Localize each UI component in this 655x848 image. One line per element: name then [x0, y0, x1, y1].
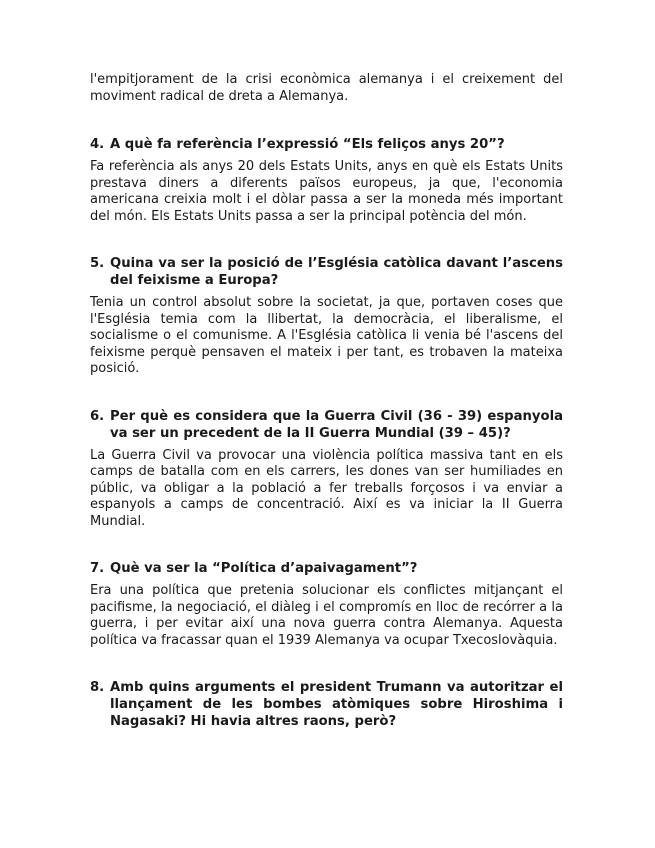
question-6-heading [90, 408, 563, 442]
question-7-number: 7. [90, 561, 105, 576]
question-4-text: A què fa referència l’expressió “Els feliços anys 20”? [110, 137, 505, 152]
question-4-number: 4. [90, 137, 105, 152]
answer-7-paragraph: Era una política que pretenia solucionar els conflictes mitjançant el pacifisme, la negociació, el diàleg i el compromís en lloc de recórrer a la guerra, i per evitar així una nova guerra contra Alemanya. Aquesta política va fracassar quan el 1939 Alemanya va ocupar Txecoslovàquia. [90, 583, 563, 648]
answer-5-paragraph: Tenia un control absolut sobre la societat, ja que, portaven coses que l'Església temia com la llibertat, la democràcia, el liberalisme, el socialisme o el comunisme. A l'Església catòlica li venia bé l'ascens del feixisme perquè pensaven el mateix i per tant, es trobaven la mateixa posició. [90, 295, 563, 376]
answer-6-paragraph: La Guerra Civil va provocar una violència política massiva tant en els camps de batalla com en els carrers, les dones van ser humiliades en públic, va obligar a la població a fer treballs forçosos i va enviar a espanyols a camps de concentració. Així es va iniciar la II Guerra Mundial. [90, 447, 563, 529]
question-6-text: Per què es considera que la Guerra Civil (36 - 39) espanyola va ser un precedent de la II Guerra Mundial (39 – 45)? [110, 408, 563, 441]
intro-paragraph: l'empitjorament de la crisi econòmica alemanya i el creixement del moviment radical de dreta a Alemanya. [90, 72, 563, 104]
question-8-text: Amb quins arguments el president Trumann va autoritzar el llançament de les bombes atòmiques sobre Hiroshima i Nagasaki? Hi havia altres raons, però? [110, 680, 563, 729]
answer-4-paragraph: Fa referència als anys 20 dels Estats Units, anys en què els Estats Units prestava diners a diferents països europeus, ja que, l'economia americana creixia molt i el dòlar passa a ser la moneda més important del món. Els Estats Units passa a ser la principal potència del món. [90, 159, 563, 224]
document-page [90, 72, 563, 730]
question-5-heading [90, 255, 563, 289]
question-7-text: Què va ser la “Política d’apaivagament”? [110, 561, 418, 576]
question-5-text: Quina va ser la posició de l’Església catòlica davant l’ascens del feixisme a Europa? [110, 256, 563, 288]
question-6-number: 6. [90, 408, 105, 424]
question-4-heading [90, 136, 563, 153]
question-5-number: 5. [90, 256, 105, 271]
question-8-number: 8. [90, 680, 105, 695]
question-8-heading [90, 679, 563, 730]
question-7-heading [90, 560, 563, 577]
